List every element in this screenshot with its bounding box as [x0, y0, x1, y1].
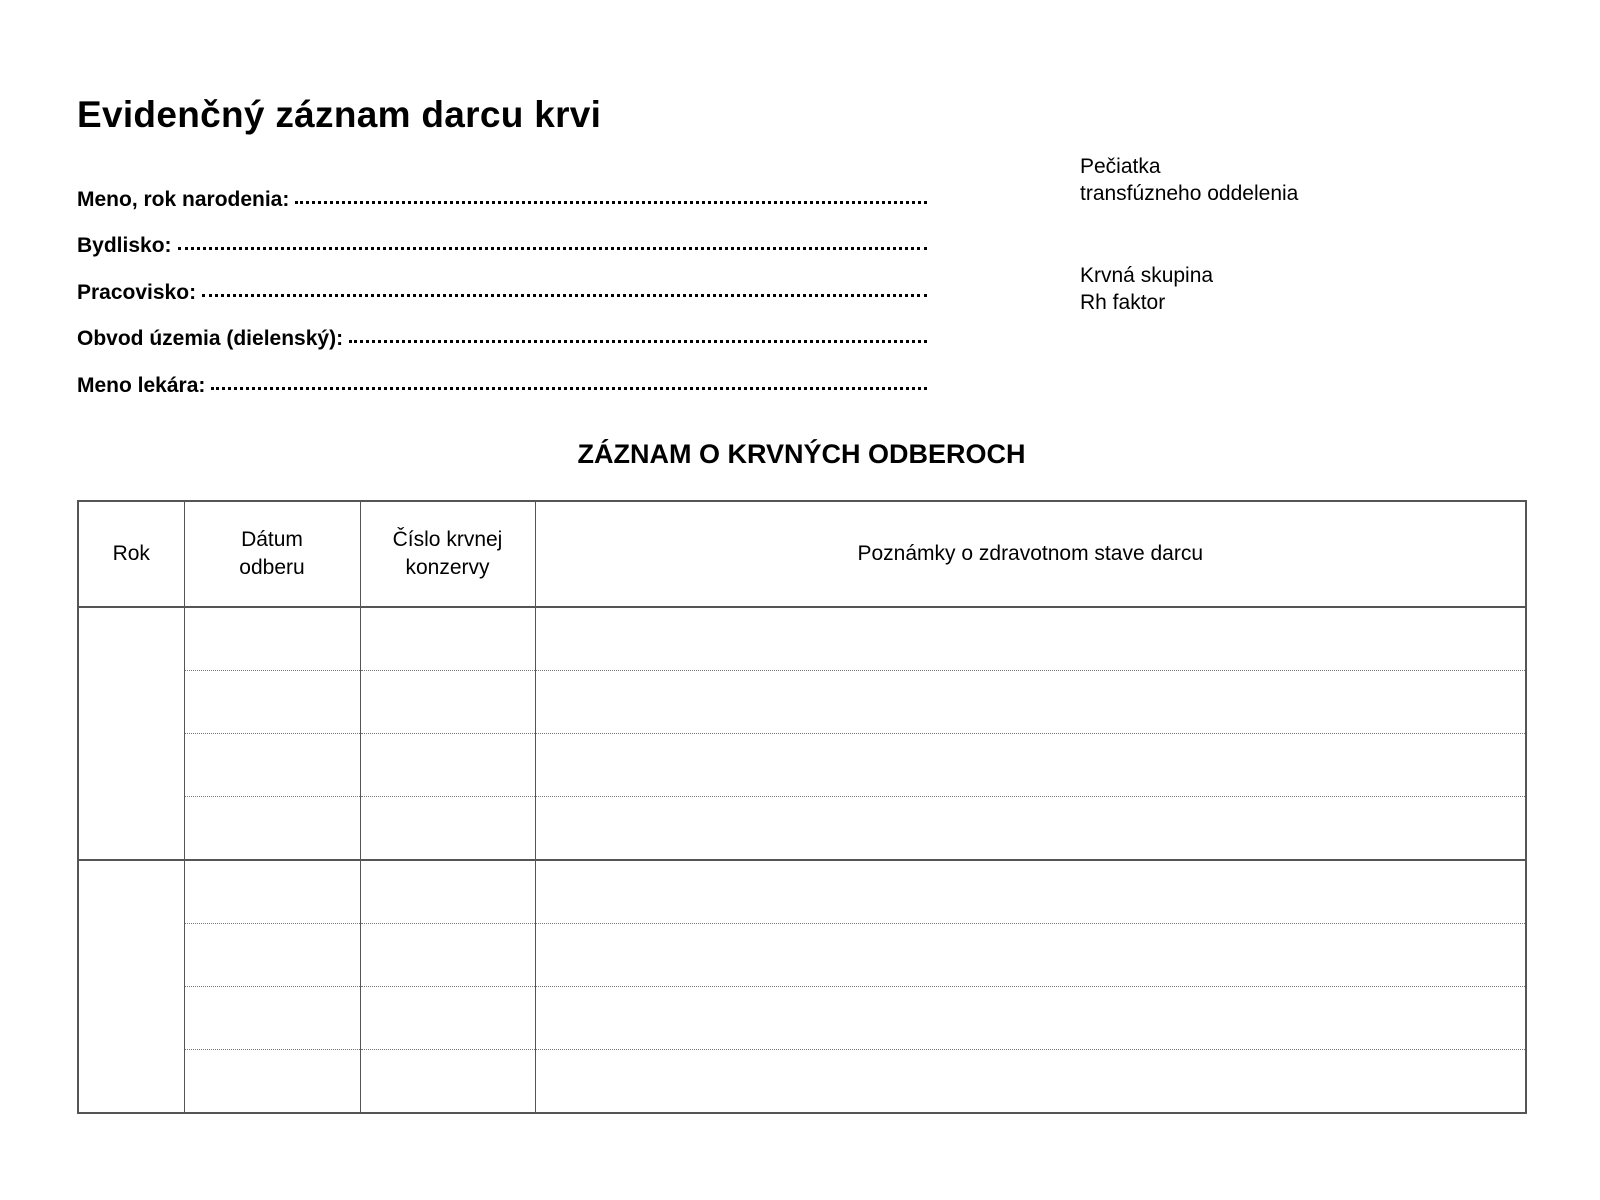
date-cell[interactable] — [184, 1050, 360, 1114]
unit-number-cell[interactable] — [360, 1050, 535, 1114]
unit-number-cell[interactable] — [360, 924, 535, 987]
date-cell[interactable] — [184, 734, 360, 797]
table-row — [78, 607, 1526, 671]
table-row — [78, 924, 1526, 987]
column-header-date — [184, 501, 360, 607]
table-header-row — [78, 501, 1526, 607]
blood-group-label: Krvná skupina — [1080, 264, 1214, 287]
header-date-line2: odberu — [239, 556, 305, 579]
field-workplace[interactable] — [77, 281, 927, 305]
stamp-label-line2: transfúzneho oddelenia — [1080, 182, 1299, 205]
field-doctor-name[interactable] — [77, 374, 927, 398]
column-header-year — [78, 501, 184, 607]
unit-number-cell[interactable] — [360, 987, 535, 1050]
date-cell[interactable] — [184, 987, 360, 1050]
year-cell[interactable] — [78, 860, 184, 1113]
notes-cell[interactable] — [535, 987, 1526, 1050]
table-row — [78, 860, 1526, 924]
field-label: Obvod územia (dielenský): — [77, 327, 344, 350]
date-cell[interactable] — [184, 607, 360, 671]
form-title: Evidenčný záznam darcu krvi — [77, 94, 602, 135]
date-cell[interactable] — [184, 797, 360, 861]
column-header-notes — [535, 501, 1526, 607]
unit-number-cell[interactable] — [360, 734, 535, 797]
stamp-label-line1: Pečiatka — [1080, 155, 1161, 178]
notes-cell[interactable] — [535, 924, 1526, 987]
field-residence[interactable] — [77, 234, 927, 258]
notes-cell[interactable] — [535, 797, 1526, 861]
field-label: Meno, rok narodenia: — [77, 188, 290, 211]
header-year-text: Rok — [112, 542, 150, 565]
header-number-line1: Číslo krvnej — [392, 528, 503, 551]
table-row — [78, 734, 1526, 797]
notes-cell[interactable] — [535, 1050, 1526, 1114]
table-row — [78, 797, 1526, 861]
header-number-line2: konzervy — [405, 556, 490, 579]
section-title: ZÁZNAM O KRVNÝCH ODBEROCH — [577, 439, 1026, 469]
table-row — [78, 1050, 1526, 1114]
table-row — [78, 671, 1526, 734]
field-label: Bydlisko: — [77, 234, 172, 257]
unit-number-cell[interactable] — [360, 860, 535, 924]
dotted-fill-line — [211, 387, 927, 390]
date-cell[interactable] — [184, 860, 360, 924]
stamp-area — [1080, 153, 1298, 207]
field-district[interactable] — [77, 327, 927, 351]
dotted-fill-line — [178, 247, 927, 250]
column-header-unit-number — [360, 501, 535, 607]
field-label: Meno lekára: — [77, 374, 206, 397]
header-date-line1: Dátum — [241, 528, 303, 551]
dotted-fill-line — [295, 201, 927, 204]
notes-cell[interactable] — [535, 671, 1526, 734]
dotted-fill-line — [202, 294, 927, 297]
notes-cell[interactable] — [535, 860, 1526, 924]
rh-factor-label: Rh faktor — [1080, 291, 1166, 314]
header-notes-text: Poznámky o zdravotnom stave darcu — [857, 542, 1203, 565]
unit-number-cell[interactable] — [360, 607, 535, 671]
year-cell[interactable] — [78, 607, 184, 860]
notes-cell[interactable] — [535, 734, 1526, 797]
blood-info — [1080, 262, 1213, 316]
field-name-birth-year[interactable] — [77, 188, 927, 212]
unit-number-cell[interactable] — [360, 797, 535, 861]
dotted-fill-line — [349, 340, 927, 343]
unit-number-cell[interactable] — [360, 671, 535, 734]
notes-cell[interactable] — [535, 607, 1526, 671]
date-cell[interactable] — [184, 924, 360, 987]
donation-records-table — [77, 500, 1527, 1114]
date-cell[interactable] — [184, 671, 360, 734]
table-row — [78, 987, 1526, 1050]
field-label: Pracovisko: — [77, 281, 197, 304]
